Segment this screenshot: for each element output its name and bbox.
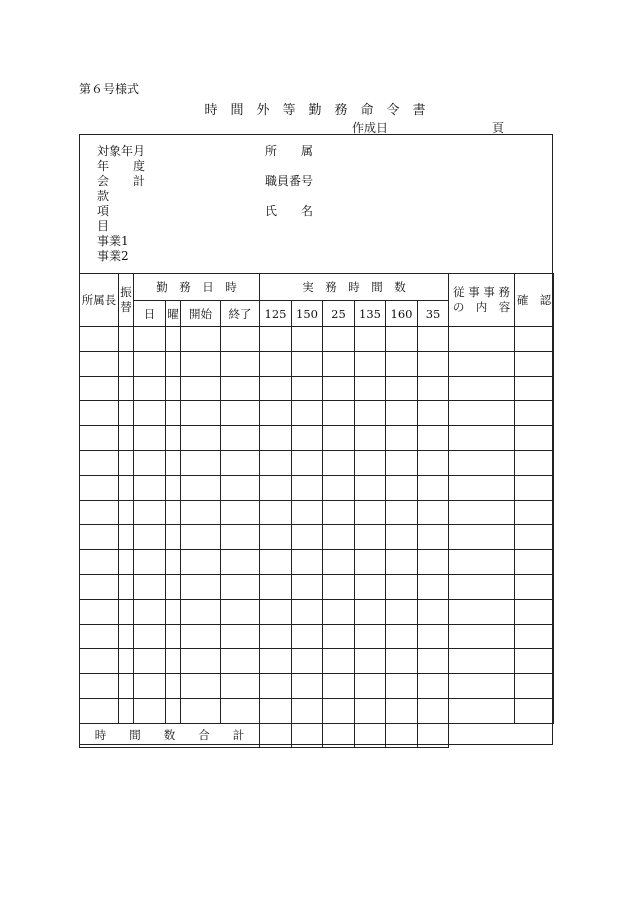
table-cell[interactable] [292,574,323,599]
table-cell[interactable] [166,401,181,426]
table-cell[interactable] [386,376,418,401]
table-cell[interactable] [134,426,166,451]
table-cell[interactable] [515,351,554,376]
table-cell[interactable] [260,698,292,723]
table-row [80,351,554,376]
table-cell[interactable] [80,376,119,401]
table-cell[interactable] [355,351,386,376]
table-cell[interactable] [119,599,134,624]
table-cell[interactable] [292,426,323,451]
info-left-0: 対象年月 [97,144,146,158]
table-cell[interactable] [418,574,449,599]
table-cell[interactable] [260,426,292,451]
table-cell[interactable] [181,550,221,575]
info-right-0: 所 属 [265,144,314,158]
table-cell[interactable] [323,450,355,475]
table-cell[interactable] [515,401,554,426]
table-cell[interactable] [221,351,260,376]
table-cell[interactable] [221,426,260,451]
table-cell[interactable] [260,450,292,475]
table-cell[interactable] [166,550,181,575]
info-left-6: 事業1 [97,234,129,248]
table-cell[interactable] [515,624,554,649]
table-cell[interactable] [134,500,166,525]
table-cell[interactable] [134,674,166,699]
header-rate-35: 35 [418,301,449,327]
table-cell[interactable] [515,674,554,699]
table-cell[interactable] [515,525,554,550]
table-cell[interactable] [292,525,323,550]
table-cell[interactable] [323,426,355,451]
table-cell[interactable] [323,525,355,550]
info-left-2: 会 計 [97,174,146,188]
table-cell[interactable] [260,649,292,674]
table-cell[interactable] [166,327,181,352]
table-cell[interactable] [181,475,221,500]
header-start: 開始 [181,301,221,327]
table-cell[interactable] [418,426,449,451]
table-cell[interactable] [134,450,166,475]
table-cell[interactable] [323,500,355,525]
table-cell[interactable] [166,475,181,500]
created-date-label: 作成日 [352,121,389,135]
table-cell[interactable] [260,574,292,599]
table-cell[interactable] [449,475,515,500]
table-cell[interactable] [80,500,119,525]
table-cell[interactable] [515,649,554,674]
table-cell[interactable] [181,351,221,376]
table-cell[interactable] [134,698,166,723]
table-cell[interactable] [260,500,292,525]
table-cell[interactable] [119,376,134,401]
table-cell[interactable] [134,351,166,376]
table-cell[interactable] [292,450,323,475]
table-row [80,698,554,723]
table-cell[interactable] [166,351,181,376]
table-cell[interactable] [515,574,554,599]
table-cell[interactable] [166,450,181,475]
table-cell[interactable] [181,327,221,352]
table-cell[interactable] [323,401,355,426]
table-cell[interactable] [119,550,134,575]
table-row [80,376,554,401]
table-cell[interactable] [355,450,386,475]
table-cell[interactable] [181,401,221,426]
info-right-2: 氏 名 [265,204,314,218]
header-end: 終了 [221,301,260,327]
table-cell[interactable] [181,649,221,674]
header-rate-150: 150 [292,301,323,327]
table-cell[interactable] [323,698,355,723]
header-weekday: 曜 [166,301,181,327]
table-row [80,674,554,699]
table-cell[interactable] [449,574,515,599]
table-cell[interactable] [166,599,181,624]
table-cell[interactable] [260,599,292,624]
table-cell[interactable] [386,450,418,475]
table-cell[interactable] [221,574,260,599]
table-row [80,475,554,500]
total-label: 時 間 数 合 計 [80,723,260,747]
header-day: 日 [134,301,166,327]
header-rate-125: 125 [260,301,292,327]
total-row [80,723,554,747]
table-row [80,500,554,525]
table-cell[interactable] [418,475,449,500]
table-cell[interactable] [80,327,119,352]
table-row [80,624,554,649]
table-cell[interactable] [181,574,221,599]
table-cell[interactable] [292,376,323,401]
table-cell[interactable] [449,327,515,352]
table-cell[interactable] [260,327,292,352]
table-cell[interactable] [386,426,418,451]
table-cell[interactable] [355,574,386,599]
form-number: 第６号様式 [79,82,140,96]
table-cell[interactable] [515,599,554,624]
table-cell[interactable] [418,401,449,426]
table-cell[interactable] [323,624,355,649]
table-cell[interactable] [134,649,166,674]
header-rate-25: 25 [323,301,355,327]
table-cell[interactable] [260,351,292,376]
table-cell[interactable] [292,401,323,426]
table-cell[interactable] [418,550,449,575]
table-cell[interactable] [515,475,554,500]
table-cell[interactable] [134,401,166,426]
table-cell[interactable] [260,376,292,401]
table-cell[interactable] [119,401,134,426]
table-cell[interactable] [355,624,386,649]
table-cell[interactable] [119,426,134,451]
table-cell[interactable] [386,674,418,699]
table-cell[interactable] [386,500,418,525]
table-cell[interactable] [181,674,221,699]
table-cell[interactable] [119,475,134,500]
table-cell[interactable] [119,450,134,475]
table-cell[interactable] [386,574,418,599]
table-cell[interactable] [221,327,260,352]
header-rate-135: 135 [355,301,386,327]
table-cell[interactable] [355,376,386,401]
table-cell[interactable] [449,450,515,475]
table-cell[interactable] [134,574,166,599]
info-left-1: 年 度 [97,159,146,173]
table-cell[interactable] [80,450,119,475]
table-row [80,574,554,599]
table-cell[interactable] [323,599,355,624]
table-cell[interactable] [449,550,515,575]
table-cell[interactable] [292,500,323,525]
info-left-7: 事業2 [97,249,129,263]
table-cell[interactable] [166,574,181,599]
table-row [80,649,554,674]
table-cell[interactable] [418,698,449,723]
table-cell[interactable] [221,475,260,500]
table-row [80,599,554,624]
table-cell[interactable] [292,550,323,575]
total-cell[interactable] [260,723,292,747]
table-cell[interactable] [119,649,134,674]
table-cell[interactable] [119,574,134,599]
table-cell[interactable] [323,351,355,376]
table-cell[interactable] [418,450,449,475]
table-row [80,550,554,575]
table-cell[interactable] [80,550,119,575]
table-cell[interactable] [119,327,134,352]
table-cell[interactable] [80,649,119,674]
table-cell[interactable] [292,475,323,500]
table-cell[interactable] [119,674,134,699]
table-cell[interactable] [221,674,260,699]
table-cell[interactable] [221,599,260,624]
table-cell[interactable] [134,550,166,575]
table-cell[interactable] [80,698,119,723]
table-cell[interactable] [515,500,554,525]
table-cell[interactable] [418,500,449,525]
table-cell[interactable] [260,624,292,649]
table-cell[interactable] [386,525,418,550]
table-cell[interactable] [166,698,181,723]
header-work-datetime: 勤 務 日 時 [134,274,260,301]
table-cell[interactable] [449,674,515,699]
table-cell[interactable] [134,624,166,649]
table-cell[interactable] [119,351,134,376]
table-cell[interactable] [449,649,515,674]
total-cell[interactable] [292,723,323,747]
table-cell[interactable] [323,550,355,575]
table-cell[interactable] [323,475,355,500]
table-cell[interactable] [166,500,181,525]
table-cell[interactable] [292,327,323,352]
table-cell[interactable] [292,674,323,699]
table-cell[interactable] [119,698,134,723]
table-cell[interactable] [181,376,221,401]
table-cell[interactable] [166,674,181,699]
table-cell[interactable] [515,426,554,451]
table-cell[interactable] [292,698,323,723]
table-cell[interactable] [449,401,515,426]
table-cell[interactable] [449,599,515,624]
table-cell[interactable] [355,500,386,525]
table-cell[interactable] [134,475,166,500]
table-cell[interactable] [221,698,260,723]
total-cell[interactable] [355,723,386,747]
table-cell[interactable] [323,327,355,352]
table-cell[interactable] [449,525,515,550]
table-cell[interactable] [80,475,119,500]
table-cell[interactable] [515,698,554,723]
table-cell[interactable] [80,674,119,699]
table-cell[interactable] [355,649,386,674]
header-manager: 所属長 [80,274,119,327]
total-cell[interactable] [418,723,449,747]
document-title: 時 間 外 等 勤 務 命 令 書 [204,103,426,118]
table-cell[interactable] [355,426,386,451]
table-cell[interactable] [449,624,515,649]
table-cell[interactable] [355,525,386,550]
table-cell[interactable] [515,550,554,575]
table-cell[interactable] [355,401,386,426]
table-cell[interactable] [355,674,386,699]
table-cell[interactable] [221,450,260,475]
table-cell[interactable] [221,500,260,525]
table-cell[interactable] [386,624,418,649]
table-cell[interactable] [515,376,554,401]
total-cell[interactable] [323,723,355,747]
table-cell[interactable] [166,525,181,550]
table-cell[interactable] [134,327,166,352]
table-cell[interactable] [260,401,292,426]
table-cell[interactable] [418,649,449,674]
header-actual-hours: 実 務 時 間 数 [260,274,449,301]
table-row [80,525,554,550]
table-cell[interactable] [181,426,221,451]
table-cell[interactable] [166,426,181,451]
total-cell[interactable] [386,723,418,747]
table-cell[interactable] [134,376,166,401]
table-cell[interactable] [221,649,260,674]
table-cell[interactable] [515,450,554,475]
table-cell[interactable] [292,351,323,376]
table-cell[interactable] [449,351,515,376]
table-cell[interactable] [119,624,134,649]
table-cell[interactable] [80,624,119,649]
table-cell[interactable] [221,550,260,575]
table-cell[interactable] [166,624,181,649]
table-cell[interactable] [323,649,355,674]
table-cell[interactable] [181,599,221,624]
table-cell[interactable] [449,426,515,451]
table-cell[interactable] [181,500,221,525]
header-duty-content: 従 事 事 務 の 内 容 [449,274,515,327]
table-cell[interactable] [355,475,386,500]
table-cell[interactable] [221,376,260,401]
table-cell[interactable] [260,475,292,500]
table-cell[interactable] [386,698,418,723]
table-cell[interactable] [386,475,418,500]
table-cell[interactable] [80,426,119,451]
table-cell[interactable] [221,401,260,426]
table-cell[interactable] [355,327,386,352]
table-cell[interactable] [221,624,260,649]
table-cell[interactable] [386,327,418,352]
table-cell[interactable] [386,351,418,376]
table-cell[interactable] [355,550,386,575]
table-cell[interactable] [181,624,221,649]
table-cell[interactable] [181,525,221,550]
table-cell[interactable] [418,624,449,649]
table-cell[interactable] [515,327,554,352]
table-cell[interactable] [355,599,386,624]
table-cell[interactable] [181,698,221,723]
header-transfer: 振 替 [119,274,134,327]
overtime-table [79,273,554,748]
table-cell[interactable] [119,525,134,550]
table-cell[interactable] [292,649,323,674]
info-left-5: 目 [97,219,110,233]
table-cell[interactable] [386,649,418,674]
table-cell[interactable] [134,599,166,624]
table-row [80,327,554,352]
table-cell[interactable] [386,401,418,426]
table-cell[interactable] [418,327,449,352]
table-cell[interactable] [134,525,166,550]
table-cell[interactable] [80,401,119,426]
header-confirm: 確 認 [515,274,554,327]
table-row [80,426,554,451]
total-blank [449,723,554,747]
table-cell[interactable] [323,376,355,401]
table-cell[interactable] [323,574,355,599]
table-cell[interactable] [166,649,181,674]
table-cell[interactable] [418,525,449,550]
table-row [80,450,554,475]
table-cell[interactable] [292,624,323,649]
table-cell[interactable] [80,599,119,624]
table-cell[interactable] [449,376,515,401]
table-cell[interactable] [181,450,221,475]
table-cell[interactable] [80,351,119,376]
table-cell[interactable] [418,376,449,401]
table-cell[interactable] [449,698,515,723]
info-right-1: 職員番号 [265,174,314,188]
table-cell[interactable] [221,525,260,550]
table-cell[interactable] [119,500,134,525]
table-cell[interactable] [449,500,515,525]
table-cell[interactable] [260,550,292,575]
table-cell[interactable] [323,674,355,699]
table-cell[interactable] [80,574,119,599]
table-cell[interactable] [292,599,323,624]
table-cell[interactable] [80,525,119,550]
table-cell[interactable] [260,525,292,550]
table-cell[interactable] [386,550,418,575]
table-cell[interactable] [355,698,386,723]
info-left-4: 項 [97,204,110,218]
table-cell[interactable] [260,674,292,699]
header-rate-160: 160 [386,301,418,327]
page-label: 頁 [492,121,505,135]
table-cell[interactable] [418,674,449,699]
table-row [80,401,554,426]
table-cell[interactable] [166,376,181,401]
table-cell[interactable] [418,599,449,624]
info-left-3: 款 [97,189,110,203]
table-cell[interactable] [418,351,449,376]
table-cell[interactable] [386,599,418,624]
